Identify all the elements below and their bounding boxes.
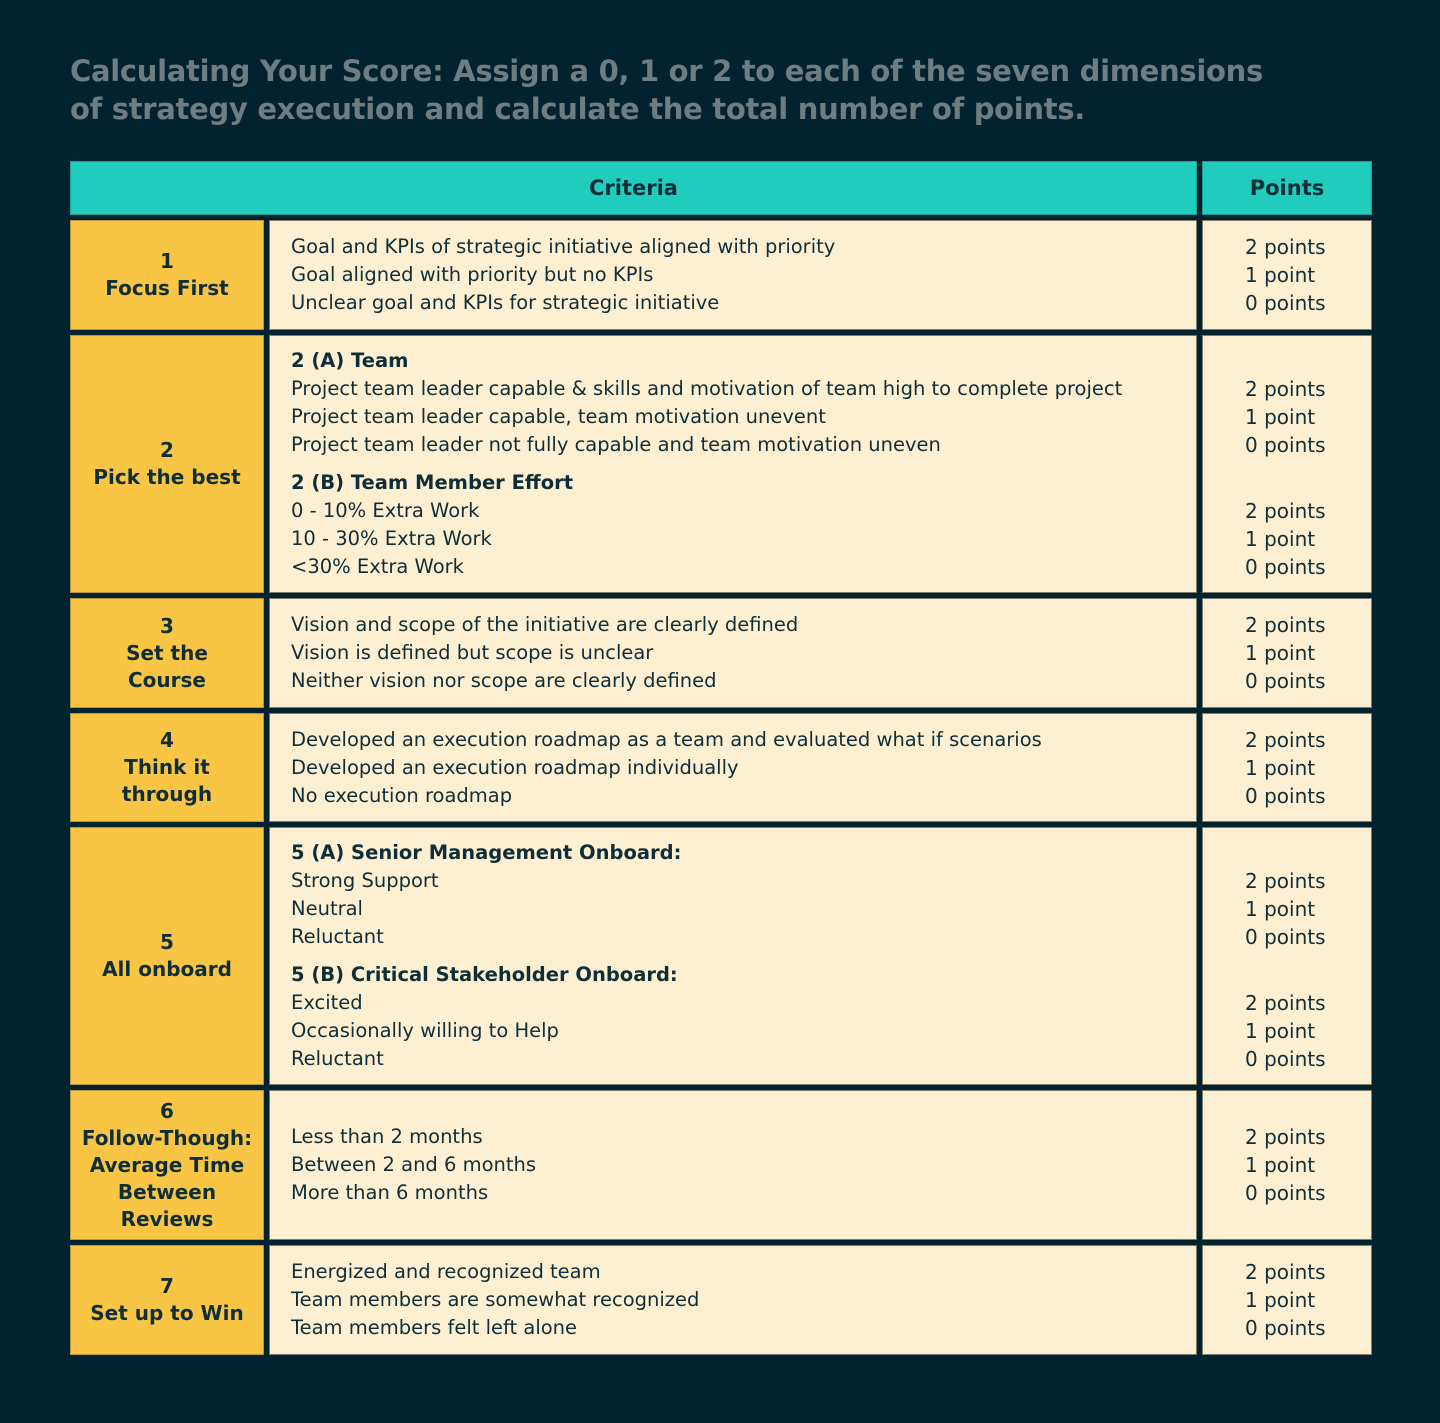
row-4-label <box>70 713 264 822</box>
points-value: 1 point <box>1245 405 1316 429</box>
row-name-line: through <box>121 782 213 806</box>
section-heading: 5 (B) Critical Stakeholder Onboard: <box>291 963 678 986</box>
page-title <box>70 52 1370 128</box>
row-3-label <box>70 598 264 708</box>
row-7-points <box>1202 1245 1372 1355</box>
criterion: Developed an execution roadmap individually <box>291 755 739 779</box>
row-2-label <box>70 335 264 593</box>
criterion: Reluctant <box>291 925 384 948</box>
row-7-label <box>70 1245 264 1355</box>
row-number: 1 <box>160 249 174 273</box>
criterion: Occasionally willing to Help <box>291 1019 559 1042</box>
criterion: Team members are somewhat recognized <box>291 1288 700 1311</box>
points-value: 1 point <box>1245 1153 1316 1177</box>
section-heading: 2 (B) Team Member Effort <box>291 471 574 494</box>
points-value: 2 points <box>1245 1125 1326 1149</box>
section-heading: 5 (A) Senior Management Onboard: <box>291 841 682 864</box>
points-value: 2 points <box>1245 1260 1326 1284</box>
title-line-1: Calculating Your Score: Assign a 0, 1 or 2 to each of the seven dimensions <box>70 54 1263 88</box>
criterion: 10 - 30% Extra Work <box>291 527 492 550</box>
row-name-line: Follow-Though: <box>81 1125 253 1150</box>
criterion: Project team leader capable & skills and motivation of team high to complete project <box>291 377 1123 400</box>
criterion: Goal and KPIs of strategic initiative aligned with priority <box>291 235 836 258</box>
criterion: 0 - 10% Extra Work <box>291 499 480 522</box>
points-value: 1 point <box>1245 1288 1316 1312</box>
points-value: 2 points <box>1245 377 1326 401</box>
row-name-line: Think it <box>124 755 210 779</box>
row-name-line: Reviews <box>120 1206 214 1231</box>
criterion: Unclear goal and KPIs for strategic initiative <box>291 291 720 314</box>
points-value: 0 points <box>1245 433 1326 457</box>
criterion: Developed an execution roadmap as a team and evaluated what if scenarios <box>291 727 1042 751</box>
row-name: Set up to Win <box>90 1301 244 1325</box>
row-6-criteria <box>269 1090 1197 1240</box>
title-line-2: of strategy execution and calculate the total number of points. <box>70 92 1086 126</box>
criterion: Vision is defined but scope is unclear <box>291 641 654 664</box>
row-1-points <box>1202 220 1372 330</box>
points-value: 0 points <box>1245 925 1326 949</box>
criterion: No execution roadmap <box>291 783 513 807</box>
points-value: 0 points <box>1245 1316 1326 1340</box>
criterion: Energized and recognized team <box>291 1260 601 1283</box>
points-value: 0 points <box>1245 291 1326 315</box>
row-4-points <box>1202 713 1372 822</box>
points-value: 2 points <box>1245 727 1326 752</box>
criterion: Between 2 and 6 months <box>291 1153 537 1176</box>
row-5-label <box>70 827 264 1085</box>
points-value: 0 points <box>1245 1047 1326 1071</box>
row-name-line: Average Time <box>89 1152 245 1177</box>
row-5-points <box>1202 827 1372 1085</box>
criterion: Excited <box>291 991 363 1014</box>
criterion: Project team leader not fully capable and team motivation uneven <box>291 433 941 456</box>
points-value: 1 point <box>1245 897 1316 921</box>
header-criteria: Criteria <box>70 161 1197 215</box>
row-name-line: Course <box>128 667 206 692</box>
points-value: 1 point <box>1245 527 1316 551</box>
points-value: 2 points <box>1245 869 1326 893</box>
points-value: 2 points <box>1245 613 1326 637</box>
row-6-label <box>70 1090 264 1240</box>
row-6-points <box>1202 1090 1372 1240</box>
row-number: 7 <box>160 1274 174 1298</box>
points-value: 0 points <box>1245 1181 1326 1205</box>
points-value: 2 points <box>1245 499 1326 523</box>
criterion: <30% Extra Work <box>291 555 464 578</box>
section-heading: 2 (A) Team <box>291 349 409 372</box>
row-3-criteria <box>269 598 1197 708</box>
row-1-label <box>70 220 264 330</box>
row-name-line: Set the <box>126 640 208 665</box>
points-value: 0 points <box>1245 555 1326 579</box>
row-number: 3 <box>160 613 174 638</box>
points-value: 1 point <box>1245 755 1316 780</box>
row-number: 6 <box>160 1098 174 1123</box>
row-number: 2 <box>160 438 174 462</box>
row-4-criteria <box>269 713 1197 822</box>
points-value: 2 points <box>1245 235 1326 259</box>
row-2-points <box>1202 335 1372 593</box>
header-points: Points <box>1202 161 1372 215</box>
criterion: Less than 2 months <box>291 1125 483 1148</box>
row-number: 4 <box>160 728 174 752</box>
row-7-criteria <box>269 1245 1197 1355</box>
criterion: Project team leader capable, team motivation unevent <box>291 405 826 428</box>
points-value: 0 points <box>1245 783 1326 808</box>
row-2-criteria <box>269 335 1197 593</box>
row-3-points <box>1202 598 1372 708</box>
row-name: Focus First <box>105 276 229 300</box>
criterion: Reluctant <box>291 1047 384 1070</box>
points-value: 2 points <box>1245 991 1326 1015</box>
row-1-criteria <box>269 220 1197 330</box>
points-value: 1 point <box>1245 641 1316 665</box>
criterion: Neutral <box>291 897 363 920</box>
points-value: 1 point <box>1245 263 1316 287</box>
row-name: Pick the best <box>93 465 241 489</box>
points-value: 1 point <box>1245 1019 1316 1043</box>
criterion: Goal aligned with priority but no KPIs <box>291 263 654 286</box>
points-value: 0 points <box>1245 669 1326 693</box>
row-number: 5 <box>160 930 174 954</box>
criterion: Vision and scope of the initiative are clearly defined <box>291 613 799 636</box>
row-5-criteria <box>269 827 1197 1085</box>
criterion: Strong Support <box>291 869 439 892</box>
criterion: Neither vision nor scope are clearly defined <box>291 669 717 692</box>
row-name: All onboard <box>102 957 232 981</box>
criterion: Team members felt left alone <box>291 1316 578 1339</box>
criterion: More than 6 months <box>291 1181 489 1204</box>
row-name-line: Between <box>117 1179 217 1204</box>
